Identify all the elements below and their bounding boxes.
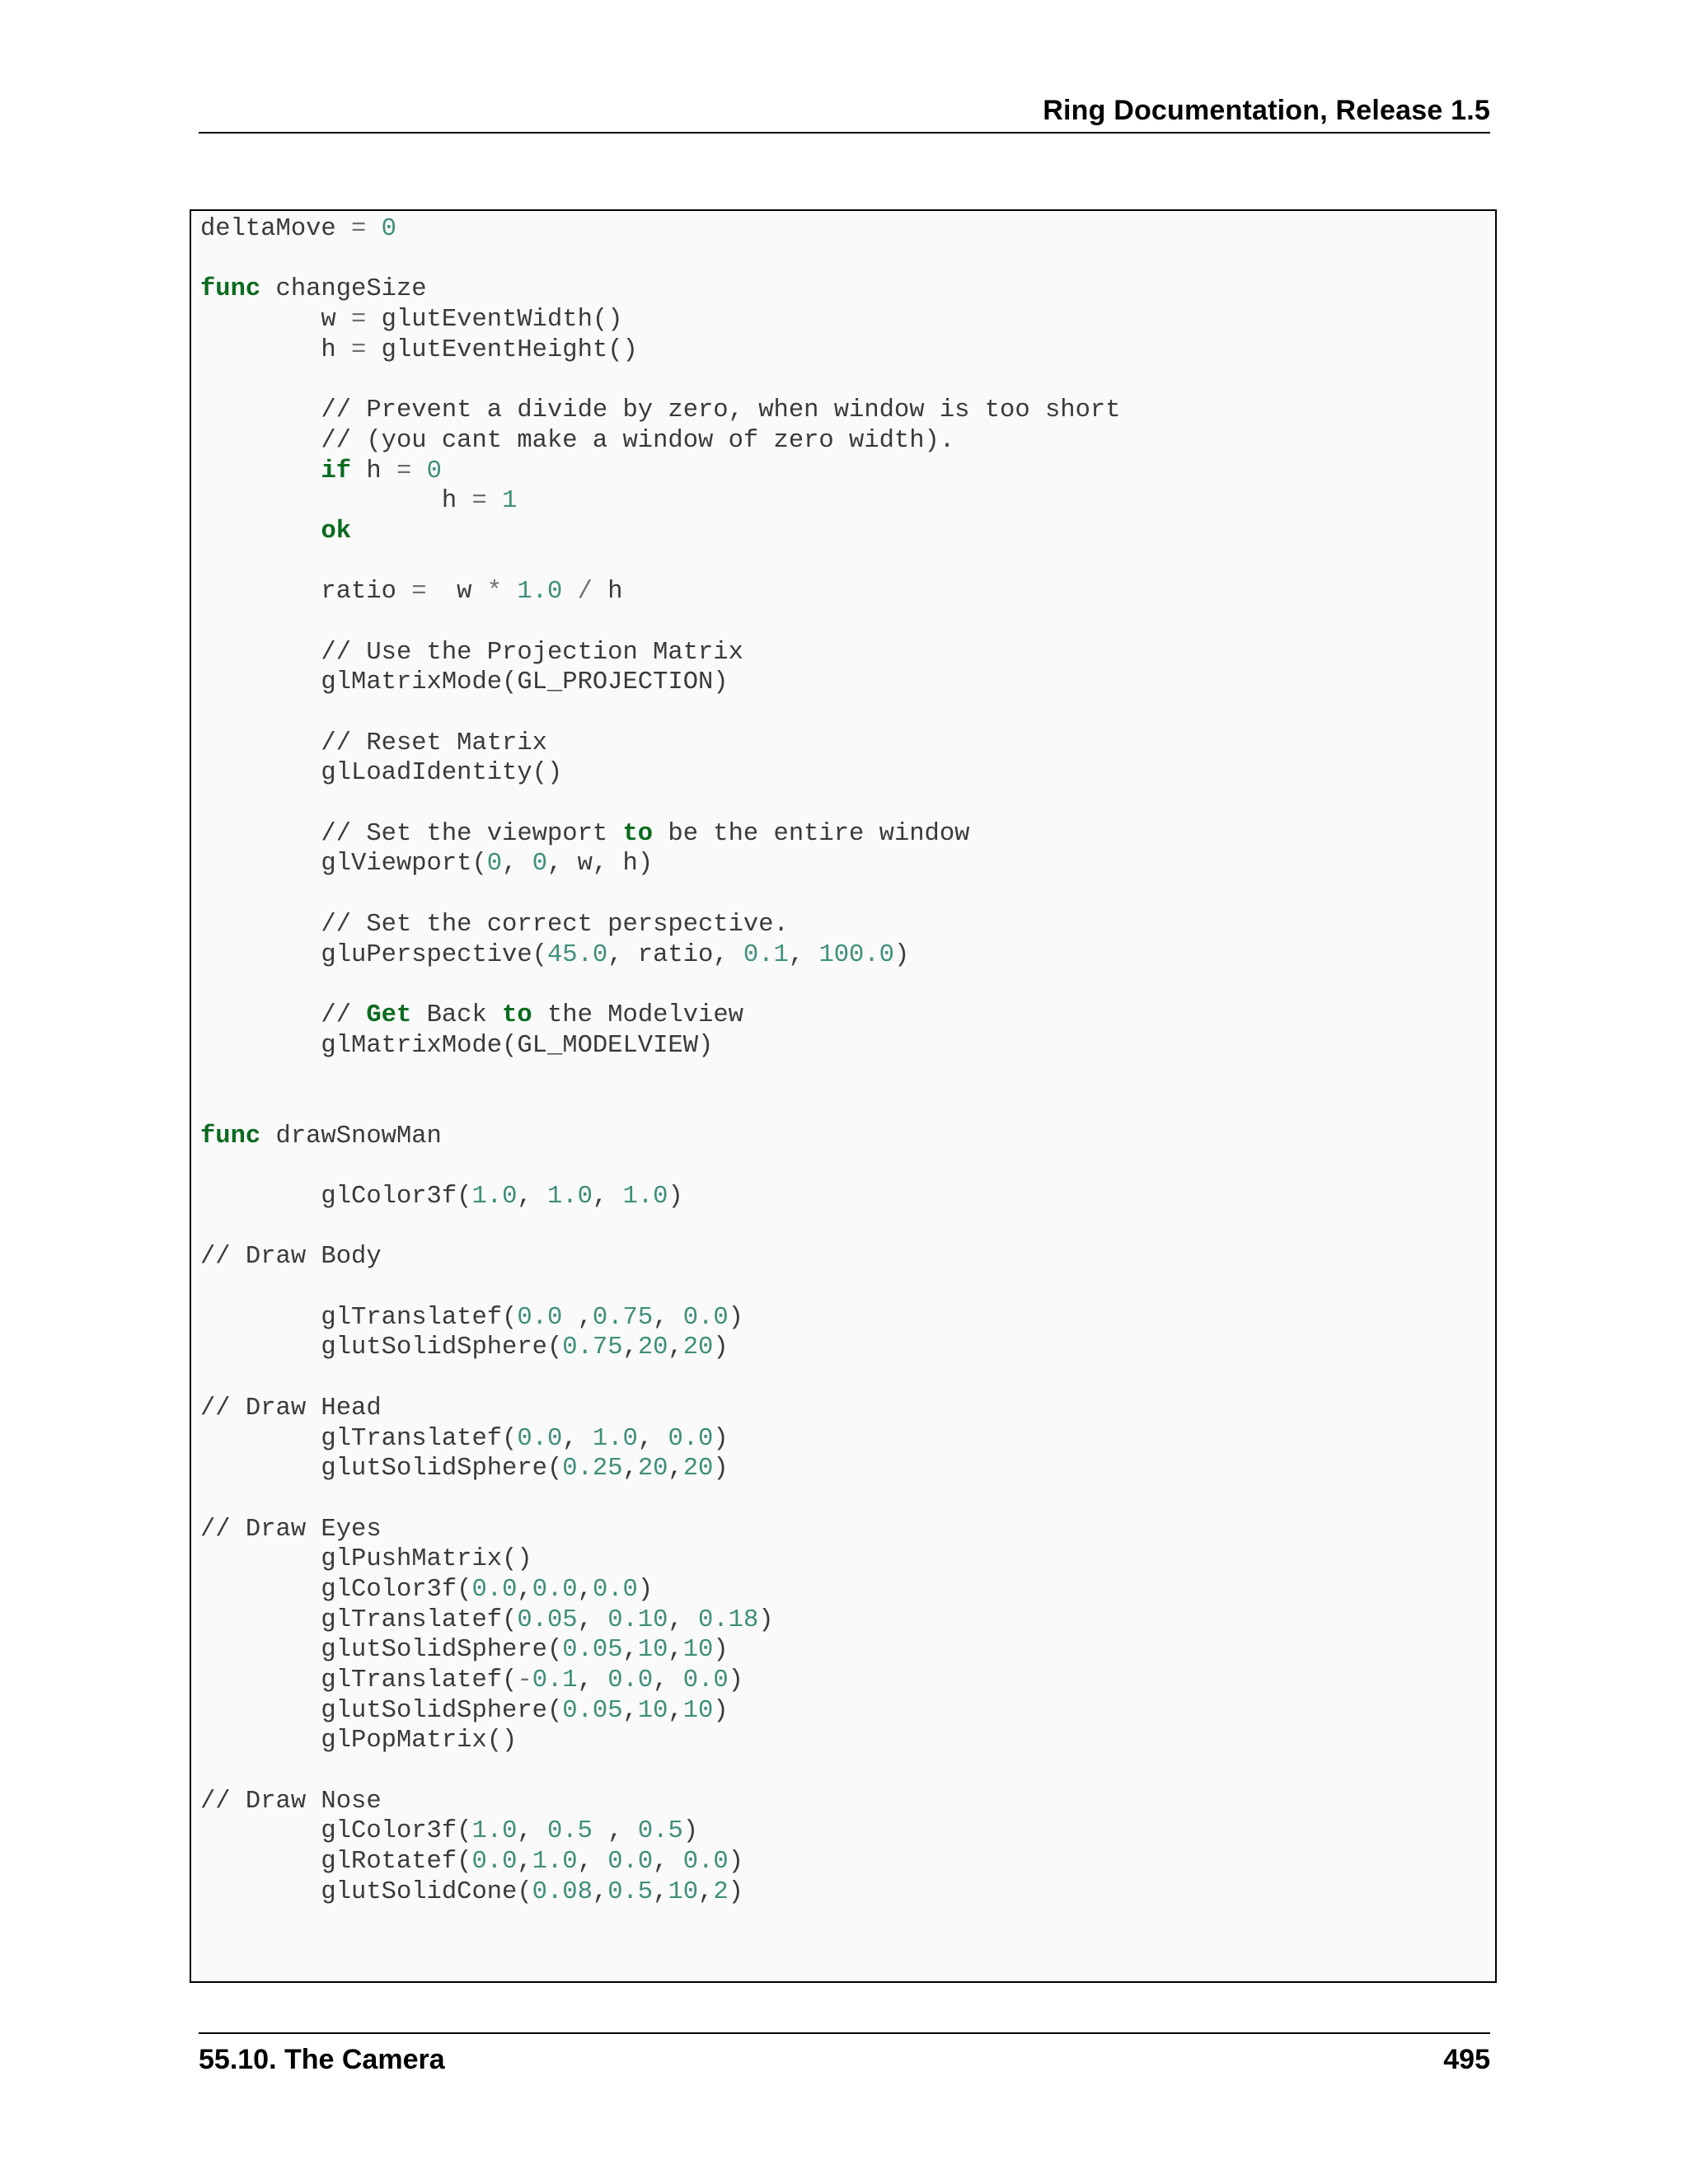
code-token: 1.0 — [547, 1183, 593, 1211]
code-token: 0 — [381, 215, 396, 243]
code-line — [200, 1756, 1120, 1787]
code-token: changeSize — [260, 275, 427, 304]
code-line — [200, 940, 1120, 971]
code-line — [200, 1031, 1120, 1062]
code-token: 1.0 — [471, 1183, 518, 1211]
code-line — [200, 1001, 1120, 1031]
code-token: - — [517, 1666, 532, 1694]
code-token: , — [517, 1575, 532, 1604]
code-token: 0.1 — [743, 940, 789, 969]
code-token: 0.05 — [562, 1696, 623, 1725]
code-token: , — [502, 850, 532, 879]
code-token: drawSnowMan — [260, 1122, 442, 1151]
code-token: 45.0 — [546, 940, 608, 969]
code-token: , ratio, — [607, 940, 743, 969]
code-token: ) — [713, 1696, 729, 1725]
document-title: Ring Documentation, Release 1.5 — [1043, 95, 1490, 126]
code-token: glRotatef( — [200, 1848, 472, 1877]
code-token: , — [668, 1636, 683, 1665]
code-line — [200, 1787, 1120, 1817]
code-token: be the entire window — [653, 819, 970, 848]
code-line — [200, 305, 1120, 335]
code-token: ) — [728, 1877, 743, 1906]
code-token: glPopMatrix() — [200, 1727, 518, 1755]
code-token: 10 — [668, 1877, 699, 1906]
code-token: 0.25 — [562, 1455, 623, 1483]
code-token: , — [668, 1696, 683, 1725]
code-token: 1.0 — [532, 1848, 578, 1877]
code-token: , — [622, 1333, 638, 1362]
code-line — [200, 758, 1120, 789]
code-token: , — [653, 1848, 683, 1877]
code-token: * — [486, 578, 503, 607]
code-line — [200, 1605, 1120, 1636]
code-token: h — [592, 578, 623, 607]
code-token: ) — [713, 1636, 729, 1665]
code-token: , — [592, 1877, 608, 1906]
code-line — [200, 1333, 1120, 1363]
code-line — [200, 1151, 1120, 1182]
code-line — [200, 1847, 1120, 1877]
code-line — [200, 910, 1120, 940]
code-token: 0.18 — [698, 1605, 759, 1634]
page-number: 495 — [1443, 2044, 1490, 2075]
code-token: 0.0 — [607, 1666, 654, 1694]
code-token: ok — [321, 517, 352, 546]
code-token: glColor3f( — [200, 1183, 472, 1211]
code-token: = — [351, 215, 367, 243]
code-token: 0 — [532, 850, 547, 879]
code-token: ) — [893, 940, 910, 969]
code-token: glutSolidCone( — [200, 1877, 532, 1906]
code-token: 0.5 — [607, 1877, 654, 1906]
code-token: 10 — [637, 1696, 668, 1725]
code-token: , — [653, 1877, 668, 1906]
code-token: , — [622, 1696, 638, 1725]
code-token: glutSolidSphere( — [200, 1455, 563, 1483]
code-line — [200, 638, 1120, 668]
code-token: // Draw Eyes — [200, 1515, 382, 1544]
code-line — [200, 1122, 1120, 1152]
code-token: glutEventWidth() — [366, 306, 623, 335]
code-token: 0.0 — [471, 1848, 518, 1877]
code-token: // Draw Nose — [200, 1787, 382, 1816]
code-token: 0 — [486, 850, 503, 879]
code-token: // Use the Projection Matrix — [200, 638, 743, 667]
code-line — [200, 698, 1120, 729]
code-token: Get — [366, 1001, 412, 1029]
code-token: 0.5 — [637, 1817, 683, 1846]
code-token: 1 — [502, 487, 518, 516]
code-token: gluPerspective( — [200, 940, 547, 969]
page-header — [199, 91, 1490, 134]
code-token: h — [200, 335, 352, 364]
code-token: , — [698, 1877, 714, 1906]
code-token: , — [592, 1817, 638, 1846]
code-token: 0.0 — [532, 1575, 578, 1604]
code-token: , — [668, 1333, 683, 1362]
code-token: // Draw Body — [200, 1243, 382, 1272]
code-token: ) — [728, 1848, 743, 1877]
code-token — [200, 518, 321, 546]
code-token: , — [592, 1183, 623, 1211]
code-token: 0.0 — [682, 1303, 729, 1332]
code-line — [200, 1696, 1120, 1727]
code-token: to — [502, 1001, 532, 1029]
code-line — [200, 274, 1120, 305]
code-token: glMatrixMode(GL_MODELVIEW) — [200, 1031, 714, 1060]
code-line — [200, 789, 1120, 819]
code-line — [200, 607, 1120, 638]
code-token — [562, 578, 577, 606]
code-token: 0.0 — [682, 1848, 729, 1877]
code-token: 2 — [713, 1877, 729, 1906]
code-line — [200, 1061, 1120, 1091]
code-token: 20 — [637, 1455, 668, 1483]
code-token: 10 — [682, 1636, 714, 1665]
code-line — [200, 457, 1120, 487]
code-token: the Modelview — [532, 1001, 743, 1029]
code-token: 0.0 — [607, 1848, 654, 1877]
code-token: ratio — [200, 578, 412, 607]
code-token: 1.0 — [517, 578, 563, 607]
code-token: , — [577, 1575, 593, 1604]
code-token: // Draw Head — [200, 1394, 382, 1422]
code-token: , — [517, 1183, 547, 1211]
code-line — [200, 1484, 1120, 1515]
code-token: = — [396, 457, 412, 485]
code-line — [200, 1635, 1120, 1666]
code-line — [200, 1544, 1120, 1575]
code-token: glTranslatef( — [200, 1424, 518, 1453]
code-token: 0.10 — [607, 1605, 668, 1634]
code-token: 10 — [637, 1636, 668, 1665]
code-line — [200, 849, 1120, 879]
code-token: // Set the viewport — [200, 819, 623, 848]
code-token: glTranslatef( — [200, 1303, 518, 1332]
code-token: 0 — [426, 457, 442, 485]
code-line — [200, 1242, 1120, 1272]
code-token: ) — [728, 1303, 743, 1332]
code-line — [200, 970, 1120, 1001]
code-token: 0.0 — [592, 1575, 638, 1604]
code-line — [200, 486, 1120, 517]
code-token: ) — [668, 1183, 683, 1211]
code-token: , — [788, 940, 819, 969]
code-token: , w, h) — [547, 850, 654, 879]
code-line — [200, 668, 1120, 698]
code-line — [200, 1424, 1120, 1455]
code-token: ) — [713, 1455, 729, 1483]
code-token: glMatrixMode(GL_PROJECTION) — [200, 668, 729, 697]
code-token: Back — [411, 1001, 503, 1029]
page-footer — [199, 2032, 1490, 2075]
code-line — [200, 365, 1120, 396]
code-line — [200, 426, 1120, 457]
code-block — [190, 209, 1497, 1983]
code-token: , — [577, 1666, 608, 1694]
code-token: 0.0 — [517, 1424, 563, 1453]
code-token: if — [321, 457, 352, 485]
code-line — [200, 1877, 1120, 1908]
code-token: , — [622, 1455, 638, 1483]
code-token: glutSolidSphere( — [200, 1636, 563, 1665]
code-line — [200, 1394, 1120, 1424]
code-line — [200, 547, 1120, 578]
code-token: 0.05 — [517, 1605, 578, 1634]
code-token: 0.5 — [547, 1817, 593, 1846]
code-token: 0.0 — [682, 1666, 729, 1694]
code-token: , — [637, 1424, 668, 1453]
code-token: , — [517, 1817, 547, 1846]
code-token: w — [426, 578, 487, 607]
code-token: ) — [728, 1666, 743, 1694]
code-token: glutEventHeight() — [366, 335, 638, 364]
code-line — [200, 1515, 1120, 1545]
code-line — [200, 1182, 1120, 1212]
code-token: ) — [713, 1424, 729, 1453]
code-token: glutSolidSphere( — [200, 1333, 563, 1362]
code-token: glPushMatrix() — [200, 1545, 532, 1574]
code-token: ) — [682, 1817, 699, 1846]
code-token: // Reset Matrix — [200, 729, 547, 757]
code-line — [200, 577, 1120, 607]
code-token: 0.05 — [562, 1636, 623, 1665]
code-token: 1.0 — [471, 1817, 518, 1846]
code-token: ) — [637, 1575, 654, 1604]
code-token: // Prevent a divide by zero, when window is too short — [200, 396, 1121, 425]
code-token: h — [351, 457, 396, 485]
code-token: glTranslatef( — [200, 1666, 518, 1694]
code-token: , — [577, 1848, 608, 1877]
code-line — [200, 214, 1120, 245]
code-token — [411, 457, 426, 485]
code-token: = — [411, 578, 427, 607]
code-token: to — [622, 819, 654, 848]
code-token: 100.0 — [818, 940, 894, 969]
code-line — [200, 1575, 1120, 1605]
code-line — [200, 1726, 1120, 1756]
code-token — [200, 457, 321, 485]
code-line — [200, 1303, 1120, 1333]
code-token: = — [351, 306, 367, 335]
code-token: , — [653, 1303, 683, 1332]
code-listing — [200, 214, 1120, 1908]
code-token: 0.75 — [592, 1303, 654, 1332]
code-token: glutSolidSphere( — [200, 1696, 563, 1725]
code-token: , — [562, 1424, 593, 1453]
code-token: glColor3f( — [200, 1575, 472, 1604]
code-token: = — [471, 487, 487, 516]
code-token: h — [200, 487, 472, 516]
code-token: 0.0 — [668, 1424, 714, 1453]
code-token: glColor3f( — [200, 1817, 472, 1846]
code-token: func — [200, 275, 261, 304]
code-token: 1.0 — [622, 1183, 668, 1211]
code-token: 20 — [682, 1455, 714, 1483]
code-line — [200, 245, 1120, 275]
code-line — [200, 1091, 1120, 1122]
code-line — [200, 1666, 1120, 1696]
code-token: , — [622, 1636, 638, 1665]
code-token: / — [577, 578, 593, 607]
code-line — [200, 517, 1120, 547]
code-token: , — [668, 1455, 683, 1483]
code-line — [200, 1454, 1120, 1484]
code-token: , — [653, 1666, 683, 1694]
code-token: glTranslatef( — [200, 1605, 518, 1634]
code-token: , — [668, 1605, 699, 1634]
code-line — [200, 335, 1120, 366]
code-token: glLoadIdentity() — [200, 759, 563, 788]
code-token: deltaMove — [200, 215, 352, 243]
code-line — [200, 819, 1120, 850]
code-token: = — [351, 335, 367, 364]
code-token: func — [200, 1122, 261, 1151]
code-token: 0.0 — [517, 1303, 563, 1332]
code-line — [200, 1816, 1120, 1847]
code-token: ) — [758, 1605, 774, 1634]
code-token: // — [200, 1001, 367, 1029]
code-token: 20 — [682, 1333, 714, 1362]
code-line — [200, 1212, 1120, 1243]
code-token: 0.75 — [562, 1333, 623, 1362]
code-token — [366, 215, 381, 243]
code-token: 20 — [637, 1333, 668, 1362]
code-token: ) — [713, 1333, 729, 1362]
code-token: , — [517, 1848, 532, 1877]
code-token: // (you cant make a window of zero width). — [200, 426, 955, 455]
code-token — [502, 578, 517, 606]
code-line — [200, 879, 1120, 910]
code-line — [200, 1272, 1120, 1303]
code-token: glViewport( — [200, 850, 487, 879]
code-token: , — [562, 1303, 593, 1332]
code-token: w — [200, 306, 352, 335]
code-token: 1.0 — [592, 1424, 638, 1453]
code-token: 0.0 — [471, 1575, 518, 1604]
code-token: , — [577, 1605, 608, 1634]
code-line — [200, 1363, 1120, 1394]
code-token — [487, 487, 502, 515]
code-line — [200, 396, 1120, 426]
code-token: 0.1 — [532, 1666, 578, 1694]
code-token: // Set the correct perspective. — [200, 910, 789, 939]
code-line — [200, 729, 1120, 759]
code-token: 10 — [682, 1696, 714, 1725]
section-title: 55.10. The Camera — [199, 2044, 445, 2075]
code-token: 0.08 — [532, 1877, 593, 1906]
